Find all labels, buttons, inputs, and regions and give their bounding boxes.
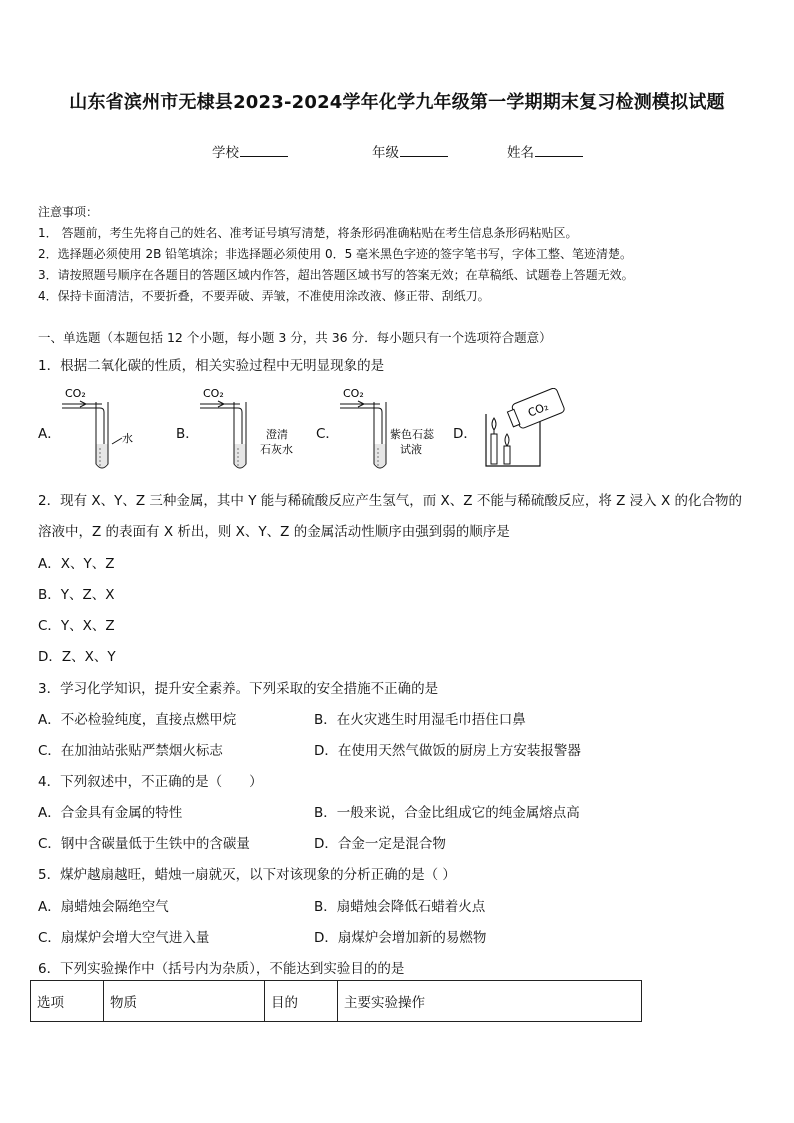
liquid-fill xyxy=(235,444,246,468)
note-item-3: 3．请按照题号顺序在各题目的答题区域内作答，超出答题区域书写的答案无效；在草稿纸、试题卷上答题无效。 xyxy=(38,268,634,282)
q1-figure-c xyxy=(338,384,448,474)
liquid-fill xyxy=(375,444,386,468)
question-2-stem-line2: 溶液中，Z 的表面有 X 析出，则 X、Y、Z 的金属活动性顺序由强到弱的顺序是 xyxy=(38,524,510,540)
liquid-label-line2: 石灰水 xyxy=(260,443,293,456)
question-1-stem: 1．根据二氧化碳的性质，相关实验过程中无明显现象的是 xyxy=(38,358,385,374)
co2-label: CO₂ xyxy=(203,387,224,400)
q5-option-a[interactable]: A．扇蜡烛会隔绝空气 xyxy=(38,899,169,915)
grade-field xyxy=(372,141,448,161)
question-2-stem-line1: 2．现有 X、Y、Z 三种金属，其中 Y 能与稀硫酸反应产生氢气，而 X、Z 不能与稀硫酸反应，将 Z 浸入 X 的化合物的 xyxy=(38,493,742,509)
tall-candle xyxy=(491,434,497,464)
school-label: 学校 xyxy=(212,145,239,161)
q4-option-d[interactable]: D．合金一定是混合物 xyxy=(314,836,446,852)
q1-figure-b xyxy=(198,384,308,474)
school-field xyxy=(212,141,288,161)
name-blank xyxy=(535,145,583,157)
q5-option-d[interactable]: D．扇煤炉会增加新的易燃物 xyxy=(314,930,487,946)
q1-option-a-label: A． xyxy=(38,426,61,442)
section-heading: 一、单选题（本题包括 12 个小题，每小题 3 分，共 36 分．每小题只有一个选项符合题意） xyxy=(38,330,552,345)
q6-table xyxy=(30,980,642,1022)
note-item-2: 2．选择题必须使用 2B 铅笔填涂；非选择题必须使用 0．5 毫米黑色字迹的签字笔书写，字体工整、笔迹清楚。 xyxy=(38,247,633,261)
q1-figure-a xyxy=(60,384,150,474)
q3-option-b[interactable]: B．在火灾逃生时用湿毛巾捂住口鼻 xyxy=(314,712,526,728)
q1-option-d-label: D． xyxy=(453,426,477,442)
q2-option-b[interactable]: B．Y、Z、X xyxy=(38,587,115,603)
table-header-cell: 目的 xyxy=(265,981,338,1022)
table-header-cell: 选项 xyxy=(31,981,104,1022)
leader-line xyxy=(112,438,122,444)
liquid-label-line1: 澄清 xyxy=(266,428,288,441)
school-blank xyxy=(240,145,288,157)
q3-option-c[interactable]: C．在加油站张贴严禁烟火标志 xyxy=(38,743,223,759)
co2-label: CO₂ xyxy=(526,399,551,420)
grade-label: 年级 xyxy=(372,145,399,161)
liquid-label-line2: 试液 xyxy=(400,443,422,456)
q2-option-a[interactable]: A．X、Y、Z xyxy=(38,556,115,572)
q4-option-c[interactable]: C．钢中含碳量低于生铁中的含碳量 xyxy=(38,836,250,852)
flame-icon xyxy=(492,418,496,430)
table-header-cell: 物质 xyxy=(104,981,265,1022)
q2-option-c[interactable]: C．Y、X、Z xyxy=(38,618,115,634)
q2-option-d[interactable]: D．Z、X、Y xyxy=(38,649,116,665)
gas-bottle xyxy=(506,388,566,431)
liquid-label: 水 xyxy=(122,432,133,445)
liquid-fill xyxy=(97,444,108,468)
co2-label: CO₂ xyxy=(343,387,364,400)
table-header-cell: 主要实验操作 xyxy=(338,981,642,1022)
q4-option-b[interactable]: B．一般来说，合金比组成它的纯金属熔点高 xyxy=(314,805,580,821)
question-6-stem: 6．下列实验操作中（括号内为杂质），不能达到实验目的的是 xyxy=(38,961,405,977)
note-item-1: 1． 答题前，考生先将自己的姓名、准考证号填写清楚，将条形码准确粘贴在考生信息条形码粘贴区。 xyxy=(38,226,578,240)
q1-option-b-label: B． xyxy=(176,426,199,442)
q5-option-b[interactable]: B．扇蜡烛会降低石蜡着火点 xyxy=(314,899,486,915)
short-candle xyxy=(504,446,510,464)
question-3-stem: 3．学习化学知识，提升安全素养。下列采取的安全措施不正确的是 xyxy=(38,681,439,697)
question-5-stem: 5．煤炉越扇越旺，蜡烛一扇就灭，以下对该现象的分析正确的是（ ） xyxy=(38,867,456,883)
q5-option-c[interactable]: C．扇煤炉会增大空气进入量 xyxy=(38,930,210,946)
q1-option-c-label: C． xyxy=(316,426,339,442)
q4-option-a[interactable]: A．合金具有金属的特性 xyxy=(38,805,183,821)
question-4-stem: 4．下列叙述中，不正确的是（ ） xyxy=(38,774,263,790)
flame-icon xyxy=(505,434,509,446)
name-field xyxy=(507,141,583,161)
notes-heading: 注意事项： xyxy=(38,205,99,219)
note-item-4: 4．保持卡面清洁，不要折叠，不要弄破、弄皱，不准使用涂改液、修正带、刮纸刀。 xyxy=(38,289,490,303)
q1-figure-d xyxy=(474,388,574,472)
co2-label: CO₂ xyxy=(65,387,86,400)
liquid-label-line1: 紫色石蕊 xyxy=(390,428,434,441)
table-header-row xyxy=(31,981,642,1022)
q3-option-a[interactable]: A．不必检验纯度，直接点燃甲烷 xyxy=(38,712,237,728)
q3-option-d[interactable]: D．在使用天然气做饭的厨房上方安装报警器 xyxy=(314,743,581,759)
name-label: 姓名 xyxy=(507,145,534,161)
grade-blank xyxy=(400,145,448,157)
page-title: 山东省滨州市无棣县2023-2024学年化学九年级第一学期期末复习检测模拟试题 xyxy=(69,92,725,113)
